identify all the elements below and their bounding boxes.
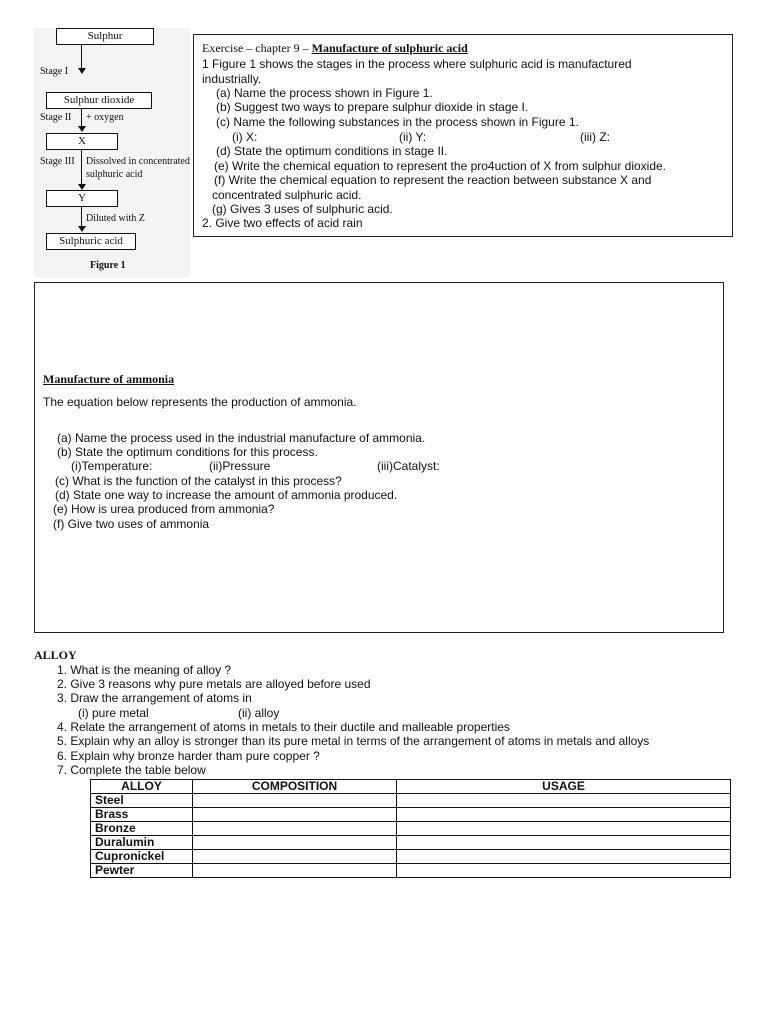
ammonia-b: (b) State the optimum conditions for this process. xyxy=(57,445,318,459)
table-row xyxy=(91,836,731,850)
table-row xyxy=(91,808,731,822)
oxygen-label: + oxygen xyxy=(86,112,124,123)
arrow-head xyxy=(78,68,86,74)
arrow-line xyxy=(81,108,82,126)
stage-3-label: Stage III xyxy=(40,156,75,167)
usage-cell[interactable] xyxy=(397,836,731,850)
ammonia-f: (f) Give two uses of ammonia xyxy=(53,517,210,531)
q1-c-iii: (iii) Z: xyxy=(580,130,610,144)
q1-c: (c) Name the following substances in the process shown in Figure 1. xyxy=(216,115,579,129)
box-y: Y xyxy=(46,190,118,207)
alloy-q3-ii: (ii) alloy xyxy=(238,706,280,720)
diluted-label: Diluted with Z xyxy=(86,213,145,224)
composition-cell[interactable] xyxy=(193,794,397,808)
alloy-q3-i: (i) pure metal xyxy=(78,706,149,720)
usage-cell[interactable] xyxy=(397,864,731,878)
table-row xyxy=(91,822,731,836)
alloy-title: ALLOY xyxy=(34,648,77,662)
q1-g: (g) Gives 3 uses of sulphuric acid. xyxy=(212,202,393,216)
box-sulphuric-acid: Sulphuric acid xyxy=(46,233,136,250)
ammonia-b-iii: (iii)Catalyst: xyxy=(377,459,440,473)
q1-f-2: concentrated sulphuric acid. xyxy=(212,188,362,202)
stage-2-label: Stage II xyxy=(40,112,72,123)
exercise-box xyxy=(193,34,733,237)
ammonia-b-ii: (ii)Pressure xyxy=(209,459,271,473)
usage-cell[interactable] xyxy=(397,822,731,836)
arrow-head xyxy=(78,226,86,232)
q1-f: (f) Write the chemical equation to represent the reaction between substance X and xyxy=(214,173,652,187)
alloy-q4: 4. Relate the arrangement of atoms in metals to their ductile and malleable properties xyxy=(57,720,510,734)
alloy-q3: 3. Draw the arrangement of atoms in xyxy=(57,691,252,705)
usage-cell[interactable] xyxy=(397,794,731,808)
alloy-q7: 7. Complete the table below xyxy=(57,763,206,777)
q1-a: (a) Name the process shown in Figure 1. xyxy=(216,86,433,100)
ammonia-d: (d) State one way to increase the amount of ammonia produced. xyxy=(55,488,398,502)
alloy-q5: 5. Explain why an alloy is stronger than its pure metal in terms of the arrangement of atoms in metals and alloys xyxy=(57,734,650,748)
arrow-line xyxy=(81,149,82,184)
ammonia-intro: The equation below represents the production of ammonia. xyxy=(43,395,357,409)
composition-cell[interactable] xyxy=(193,850,397,864)
ammonia-c: (c) What is the function of the catalyst in this process? xyxy=(55,474,342,488)
alloy-name: Brass xyxy=(91,808,193,822)
alloy-name: Bronze xyxy=(91,822,193,836)
figure-1-flowchart xyxy=(34,28,190,278)
arrow-head xyxy=(78,126,86,132)
exercise-title-bold: Manufacture of sulphuric acid xyxy=(311,41,468,55)
header-composition: COMPOSITION xyxy=(193,780,397,794)
ammonia-box xyxy=(34,282,724,633)
alloy-name: Pewter xyxy=(91,864,193,878)
composition-cell[interactable] xyxy=(193,822,397,836)
exercise-title xyxy=(202,41,468,55)
arrow-line xyxy=(81,206,82,226)
exercise-title-prefix: Exercise – chapter 9 – xyxy=(202,41,312,55)
dissolved-label-2: sulphuric acid xyxy=(86,169,143,180)
q2: 2. Give two effects of acid rain xyxy=(202,216,363,230)
composition-cell[interactable] xyxy=(193,808,397,822)
ammonia-a: (a) Name the process used in the industrial manufacture of ammonia. xyxy=(57,431,426,445)
table-row xyxy=(91,850,731,864)
header-usage: USAGE xyxy=(397,780,731,794)
composition-cell[interactable] xyxy=(193,864,397,878)
header-alloy: ALLOY xyxy=(91,780,193,794)
alloy-name: Steel xyxy=(91,794,193,808)
box-sulphur: Sulphur xyxy=(56,28,154,45)
q1-text-2: industrially. xyxy=(202,72,262,86)
alloy-name: Duralumin xyxy=(91,836,193,850)
q1-d: (d) State the optimum conditions in stage II. xyxy=(216,144,448,158)
table-row xyxy=(91,794,731,808)
stage-1-label: Stage I xyxy=(40,66,69,77)
usage-cell[interactable] xyxy=(397,850,731,864)
ammonia-title: Manufacture of ammonia xyxy=(43,372,175,386)
alloy-table xyxy=(90,779,731,878)
alloy-q6: 6. Explain why bronze harder tham pure copper ? xyxy=(57,749,320,763)
alloy-q1: 1. What is the meaning of alloy ? xyxy=(57,663,232,677)
ammonia-b-i: (i)Temperature: xyxy=(71,459,153,473)
q1-c-i: (i) X: xyxy=(232,130,258,144)
q1-b: (b) Suggest two ways to prepare sulphur dioxide in stage I. xyxy=(216,100,529,114)
alloy-q2: 2. Give 3 reasons why pure metals are alloyed before used xyxy=(57,677,371,691)
table-row xyxy=(91,864,731,878)
ammonia-e: (e) How is urea produced from ammonia? xyxy=(53,502,275,516)
q1-e: (e) Write the chemical equation to represent the pro4uction of X from sulphur dioxide. xyxy=(214,159,667,173)
q1-text: 1 Figure 1 shows the stages in the process where sulphuric acid is manufactured xyxy=(202,57,632,71)
box-x: X xyxy=(46,133,118,150)
usage-cell[interactable] xyxy=(397,808,731,822)
alloy-name: Cupronickel xyxy=(91,850,193,864)
box-sulphur-dioxide: Sulphur dioxide xyxy=(46,92,152,109)
dissolved-label: Dissolved in concentrated xyxy=(86,156,190,167)
q1-c-ii: (ii) Y: xyxy=(399,130,427,144)
table-header-row xyxy=(91,780,731,794)
figure-caption: Figure 1 xyxy=(90,260,126,271)
composition-cell[interactable] xyxy=(193,836,397,850)
arrow-line xyxy=(81,44,82,68)
